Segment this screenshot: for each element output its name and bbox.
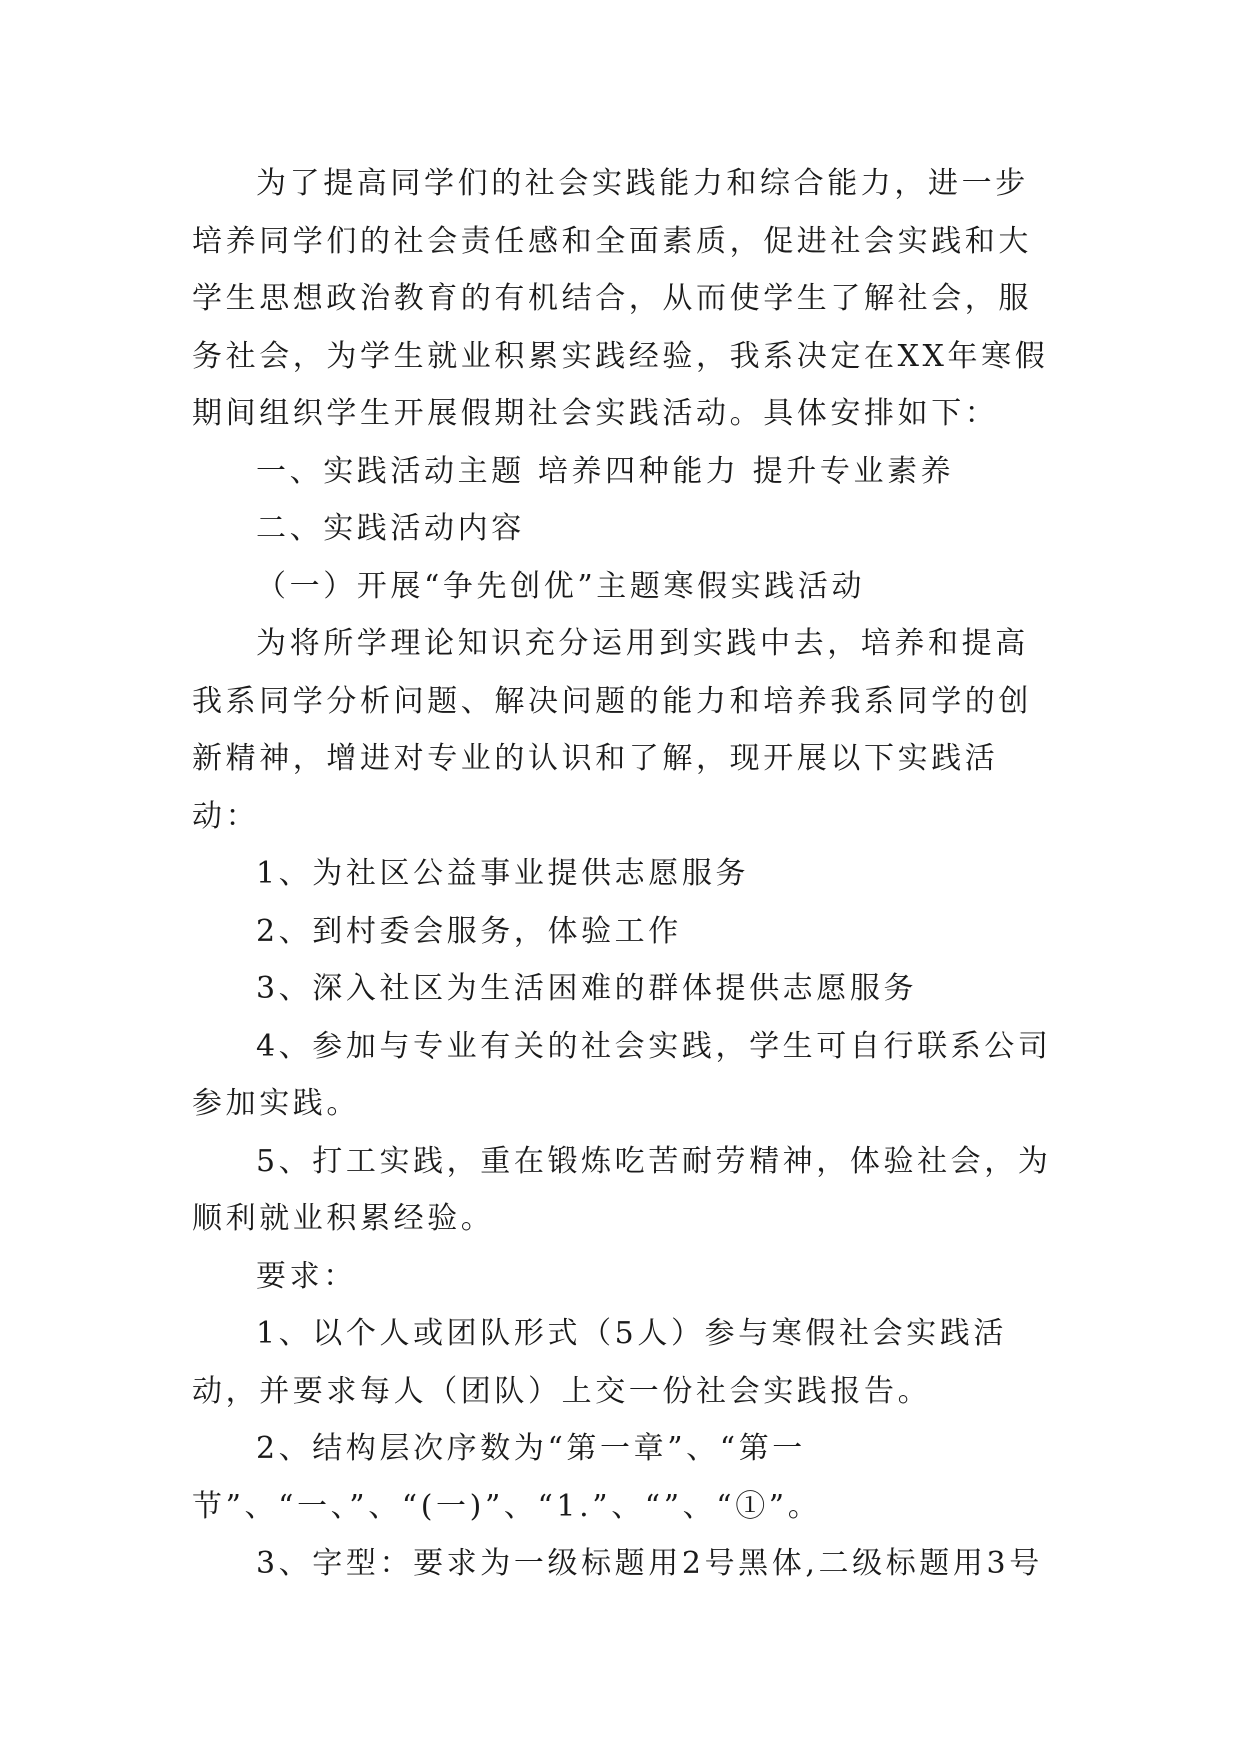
list-item: 2、到村委会服务，体验工作 <box>256 913 682 949</box>
section-heading-content: 二、实践活动内容 <box>256 511 525 546</box>
activity-intro-paragraph: 为将所学理论知识充分运用到实践中去，培养和提高我系同学分析问题、解决问题的能力和培养我系同学的创新精神，增进对专业的认识和了解，现开展以下实践活动： <box>192 626 1032 834</box>
requirements-heading: 要求： <box>256 1258 357 1294</box>
section-heading-theme: 一、实践活动主题 培养四种能力 提升专业素养 <box>256 453 955 489</box>
requirement-item: 3、字型：要求为一级标题用2号黑体,二级标题用3号 <box>256 1546 1043 1581</box>
list-item: 5、打工实践，重在锻炼吃苦耐劳精神，体验社会，为顺利就业积累经验。 <box>192 1143 1052 1236</box>
requirement-item: 2、结构层次序数为“第一章”、“第一节”、“一、”、“(一)”、“1.”、“”、“①”。 <box>192 1431 822 1524</box>
list-item: 1、为社区公益事业提供志愿服务 <box>256 856 750 891</box>
document-body <box>192 155 1052 1593</box>
list-item: 3、深入社区为生活困难的群体提供志愿服务 <box>256 971 918 1006</box>
intro-paragraph: 为了提高同学们的社会实践能力和综合能力，进一步培养同学们的社会责任感和全面素质，促进社会实践和大学生思想政治教育的有机结合，从而使学生了解社会，服务社会，为学生就业积累实践经验，我系决定在XX年寒假期间组织学生开展假期社会实践活动。具体安排如下： <box>192 166 1049 431</box>
list-item: 4、参加与专业有关的社会实践，学生可自行联系公司参加实践。 <box>192 1028 1052 1121</box>
subsection-heading-activity: （一）开展“争先创优”主题寒假实践活动 <box>256 568 866 604</box>
requirement-item: 1、以个人或团队形式（5人）参与寒假社会实践活动，并要求每人（团队）上交一份社会实践报告。 <box>192 1316 1007 1409</box>
